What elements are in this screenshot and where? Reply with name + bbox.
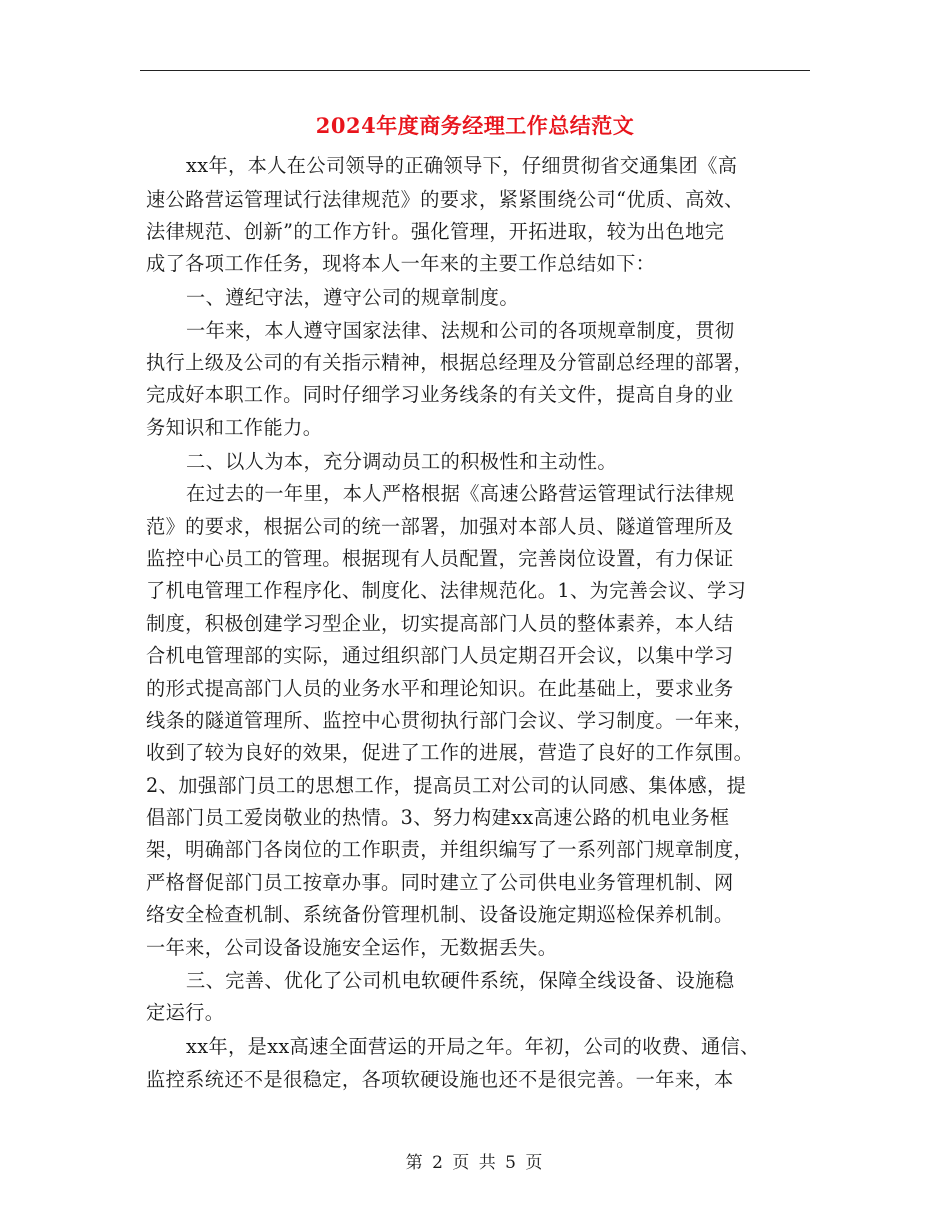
section-heading: 一、遵纪守法，遵守公司的规章制度。 (186, 286, 519, 309)
section-heading-continued: 定运行。 (146, 1001, 225, 1024)
page-number: 第 2 页 共 5 页 (405, 1153, 545, 1173)
body-line: 2、加强部门员工的思想工作，提高员工对公司的认同感、集体感，提 (146, 774, 747, 797)
body-line: 了机电管理工作程序化、制度化、法律规范化。1、为完善会议、学习 (146, 579, 747, 602)
body-line: 严格督促部门员工按章办事。同时建立了公司供电业务管理机制、网 (146, 871, 734, 894)
body-line: 监控系统还不是很稳定，各项软硬设施也还不是很完善。一年来，本 (146, 1068, 734, 1091)
body-line: 监控中心员工的管理。根据现有人员配置，完善岗位设置，有力保证 (146, 547, 734, 570)
body-line: 成了各项工作任务，现将本人一年来的主要工作总结如下： (146, 252, 656, 275)
body-line: 完成好本职工作。同时仔细学习业务线条的有关文件，提高自身的业 (146, 383, 734, 406)
body-line: 在过去的一年里，本人严格根据《高速公路营运管理试行法律规 (186, 482, 735, 505)
body-line: 制度，积极创建学习型企业，切实提高部门人员的整体素养，本人结 (146, 612, 734, 635)
header-rule (140, 70, 810, 71)
body-line: 务知识和工作能力。 (146, 416, 323, 439)
document-title: 2024年度商务经理工作总结范文 (315, 113, 635, 138)
body-line: 倡部门员工爱岗敬业的热情。3、努力构建xx高速公路的机电业务框 (146, 806, 730, 829)
body-line: 络安全检查机制、系统备份管理机制、设备设施定期巡检保养机制。 (146, 903, 734, 926)
body-line: 一年来，公司设备设施安全运作，无数据丢失。 (146, 936, 558, 959)
body-line: 架，明确部门各岗位的工作职责，并组织编写了一系列部门规章制度， (146, 838, 754, 861)
body-line: 一年来，本人遵守国家法律、法规和公司的各项规章制度，贯彻 (186, 319, 735, 342)
body-line: 速公路营运管理试行法律规范》的要求，紧紧围绕公司“优质、高效、 (146, 188, 744, 211)
body-line: xx年，是xx高速全面营运的开局之年。年初，公司的收费、通信、 (186, 1035, 760, 1058)
body-line: xx年，本人在公司领导的正确领导下，仔细贯彻省交通集团《高 (186, 154, 738, 177)
body-line: 线条的隧道管理所、监控中心贯彻执行部门会议、学习制度。一年来， (146, 709, 754, 732)
body-line: 收到了较为良好的效果，促进了工作的进展，营造了良好的工作氛围。 (146, 741, 754, 764)
body-line: 合机电管理部的实际，通过组织部门人员定期召开会议，以集中学习 (146, 644, 734, 667)
section-heading: 三、完善、优化了公司机电软硬件系统，保障全线设备、设施稳 (186, 969, 735, 992)
body-line: 法律规范、创新”的工作方针。强化管理，开拓进取，较为出色地完 (146, 220, 725, 243)
section-heading: 二、以人为本，充分调动员工的积极性和主动性。 (186, 450, 617, 473)
body-line: 范》的要求，根据公司的统一部署，加强对本部人员、隧道管理所及 (146, 515, 734, 538)
body-line: 执行上级及公司的有关指示精神，根据总经理及分管副总经理的部署， (146, 351, 754, 374)
body-line: 的形式提高部门人员的业务水平和理论知识。在此基础上，要求业务 (146, 677, 734, 700)
